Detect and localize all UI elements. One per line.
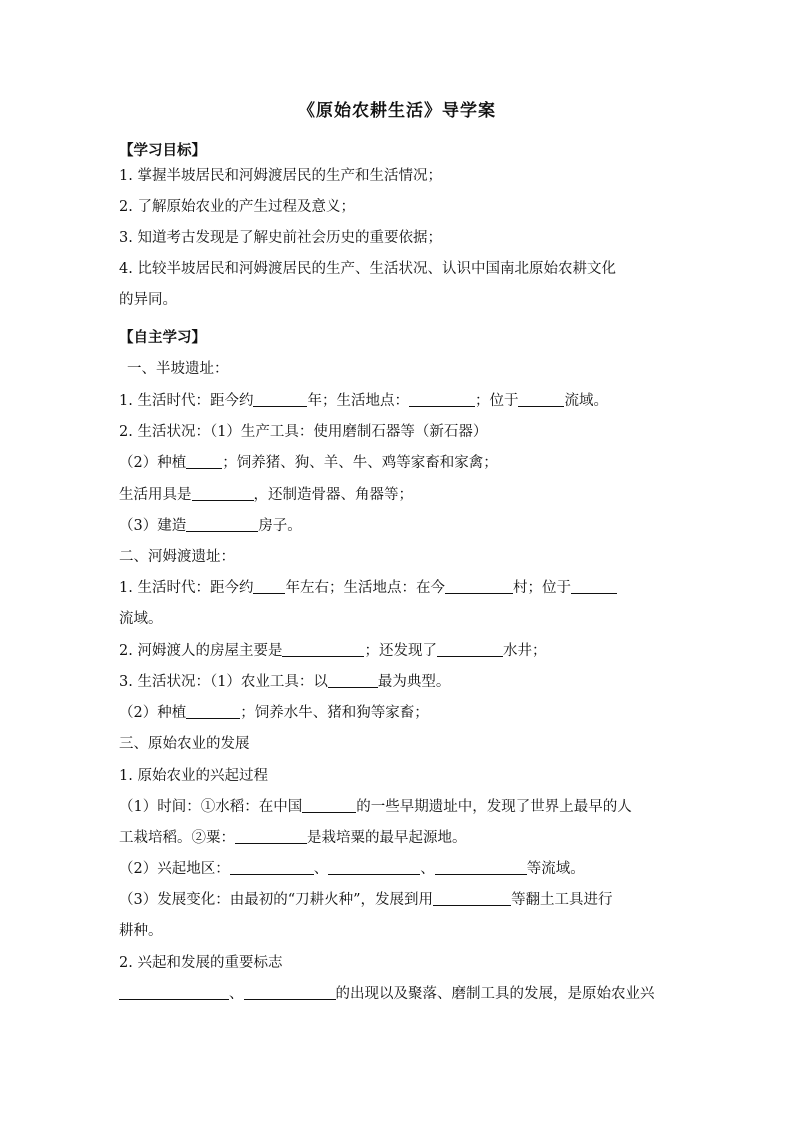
fill-blank[interactable]: [409, 392, 475, 407]
text: 最为典型。: [377, 674, 451, 690]
text: ，还制造骨器、角器等；: [253, 487, 413, 503]
fill-blank[interactable]: [186, 454, 222, 469]
text: 、: [313, 861, 329, 877]
text: 工栽培稻。②粟：: [119, 830, 235, 846]
goal-item: 4. 比较半坡居民和河姆渡居民的生产、生活状况、认识中国南北原始农耕文化: [119, 261, 616, 277]
text: ；饲养猪、狗、羊、牛、鸡等家畜和家禽；: [222, 455, 498, 471]
goal-item: 3. 知道考古发现是了解史前社会历史的重要依据；: [119, 230, 442, 246]
text: ；位于: [474, 393, 519, 409]
text: （2）种植: [119, 705, 187, 721]
agri-line-1: [119, 797, 632, 817]
text: （1）时间：①水稻：在中国: [119, 799, 303, 815]
text: 房子。: [258, 518, 302, 534]
text: 年左右；生活地点：在今: [285, 580, 445, 596]
fill-blank[interactable]: [186, 517, 258, 532]
agri-line-3b: 耕种。: [119, 923, 163, 939]
fill-blank[interactable]: [435, 860, 527, 875]
banpo-line-1: [119, 391, 608, 411]
fill-blank[interactable]: [571, 579, 617, 594]
fill-blank[interactable]: [445, 579, 513, 594]
fill-blank[interactable]: [328, 860, 420, 875]
banpo-line-4: [119, 485, 413, 505]
hemudu-line-1: [119, 578, 617, 598]
text: （3）建造: [119, 518, 187, 534]
page-title: 《原始农耕生活》导学案: [298, 101, 496, 121]
text: ；饲养水牛、猪和狗等家畜；: [240, 705, 429, 721]
agri-line-2: [119, 859, 585, 879]
hemudu-line-2: [119, 641, 546, 661]
fill-blank[interactable]: [433, 891, 511, 906]
text: 3. 生活状况：（1）农业工具：以: [119, 674, 328, 690]
hemudu-line-4: [119, 703, 429, 723]
text: 等翻土工具进行: [511, 892, 613, 908]
text: 水井；: [502, 643, 547, 659]
agri-line-3: [119, 890, 613, 910]
goal-item: 2. 了解原始农业的产生过程及意义；: [119, 199, 355, 215]
fill-blank[interactable]: [119, 985, 229, 1000]
goal-item: 1. 掌握半坡居民和河姆渡居民的生产和生活情况；: [119, 168, 442, 184]
goals-header: 【学习目标】: [119, 142, 206, 159]
fill-blank[interactable]: [253, 579, 285, 594]
text: 的出现以及聚落、磨制工具的发展，是原始农业兴: [335, 986, 655, 1002]
fill-blank[interactable]: [186, 704, 240, 719]
fill-blank[interactable]: [230, 860, 314, 875]
banpo-line-3: [119, 453, 498, 473]
fill-blank[interactable]: [192, 486, 254, 501]
text: 流域。: [564, 393, 608, 409]
agri-subheading-1: 1. 原始农业的兴起过程: [119, 768, 268, 784]
text: 2. 河姆渡人的房屋主要是: [119, 643, 283, 659]
text: （3）发展变化：由最初的“刀耕火种”，发展到用: [119, 892, 434, 908]
banpo-line-2: 2. 生活状况：（1）生产工具：使用磨制石器等（新石器）: [119, 424, 488, 440]
fill-blank[interactable]: [244, 985, 336, 1000]
fill-blank[interactable]: [235, 829, 307, 844]
text: 、: [229, 986, 244, 1002]
text: （2）兴起地区：: [119, 861, 230, 877]
section-heading-banpo: 一、半坡遗址：: [127, 361, 229, 377]
fill-blank[interactable]: [518, 392, 564, 407]
self-study-header: 【自主学习】: [119, 329, 206, 346]
text: 1. 生活时代：距今约: [119, 393, 254, 409]
fill-blank[interactable]: [253, 392, 307, 407]
goal-item: 的异同。: [119, 292, 177, 308]
agri-subheading-2: 2. 兴起和发展的重要标志: [119, 955, 283, 971]
text: （2）种植: [119, 455, 187, 471]
fill-blank[interactable]: [282, 642, 364, 657]
text: 等流域。: [526, 861, 585, 877]
agri-line-4: [119, 984, 655, 1004]
fill-blank[interactable]: [437, 642, 503, 657]
section-heading-hemudu: 二、河姆渡遗址：: [119, 549, 235, 565]
fill-blank[interactable]: [328, 673, 378, 688]
text: 是栽培粟的最早起源地。: [307, 830, 467, 846]
fill-blank[interactable]: [302, 798, 356, 813]
hemudu-line-1b: 流域。: [119, 611, 163, 627]
text: 年；生活地点：: [307, 393, 409, 409]
text: 1. 生活时代：距今约: [119, 580, 254, 596]
agri-line-1b: [119, 828, 467, 848]
text: 的一些早期遗址中，发现了世界上最早的人: [356, 799, 632, 815]
banpo-line-5: [119, 516, 302, 536]
text: 生活用具是: [119, 487, 192, 503]
text: 村；位于: [512, 580, 571, 596]
section-heading-agriculture: 三、原始农业的发展: [119, 736, 250, 752]
text: 、: [420, 861, 435, 877]
hemudu-line-3: [119, 672, 450, 692]
text: ；还发现了: [364, 643, 437, 659]
